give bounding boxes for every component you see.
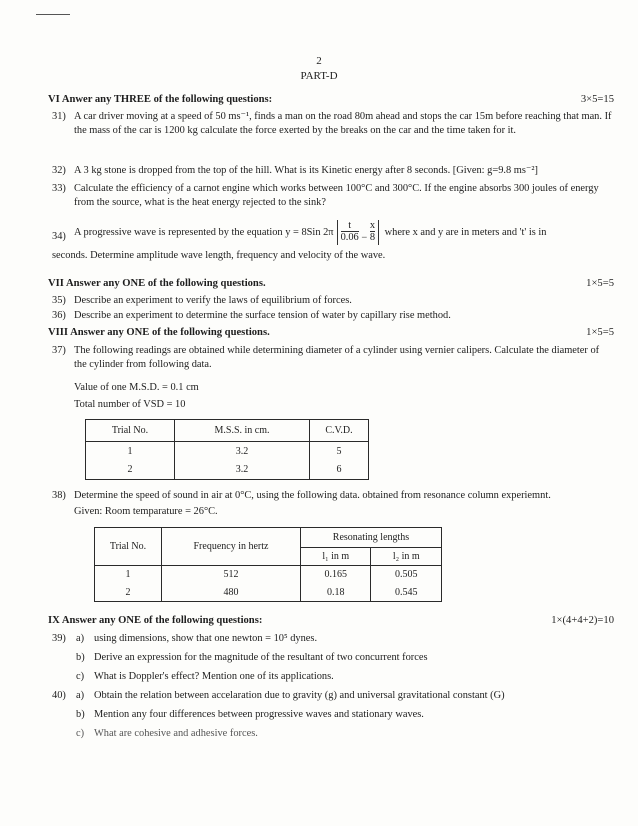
cell-trial: 2 — [95, 584, 162, 602]
section-viii-header — [48, 326, 614, 340]
cell-mss: 3.2 — [175, 442, 310, 461]
sub-label: b) — [76, 652, 85, 663]
sub-label: a) — [76, 633, 85, 644]
question-text: A 3 kg stone is dropped from the top of the hill. What is its Kinetic energy after 8 seconds. [Given: g=9.8 ms⁻²] — [74, 165, 538, 176]
top-rule — [36, 14, 70, 15]
room-temperature: Given: Room temparature = 26°C. — [74, 506, 218, 517]
question-text: The following readings are obtained while determining diameter of a cylinder using vernier calipers. Calculate the diameter of the cylinder from following data. — [74, 345, 600, 370]
col-header-resonating-lengths: Resonating lengths — [301, 528, 442, 548]
sub-text: Mention any four differences between progressive waves and stationary waves. — [94, 709, 424, 720]
question-number: 34) — [52, 231, 66, 242]
section-vii-header — [48, 277, 614, 291]
col-header-trial: Trial No. — [95, 528, 162, 566]
page-number: 2 — [316, 55, 322, 67]
table-header-row — [86, 420, 369, 442]
sub-text: What are cohesive and adhesive forces. — [94, 728, 258, 739]
question-number: 35) — [52, 295, 66, 306]
frac-numerator-x: x — [369, 220, 376, 231]
question-40c — [76, 727, 614, 741]
question-38 — [52, 489, 614, 503]
sub-label: c) — [76, 728, 85, 739]
section-marks: 1×5=5 — [586, 278, 614, 289]
table-row — [95, 584, 442, 602]
sub-label: b) — [76, 709, 85, 720]
section-ix-header — [48, 614, 614, 628]
section-title: VII Answer any ONE of the following questions. — [48, 278, 266, 289]
col-header-l2: l₂ in m — [371, 548, 442, 566]
section-title: IX Answer any ONE of the following questions: — [48, 615, 263, 626]
cell-l1: 0.18 — [301, 584, 371, 602]
cell-trial: 1 — [95, 566, 162, 584]
table-row — [86, 442, 369, 461]
question-number: 39) — [52, 633, 66, 644]
cell-mss: 3.2 — [175, 461, 310, 480]
col-header-cvd: C.V.D. — [310, 420, 369, 442]
question-40a — [76, 689, 614, 703]
question-continuation: seconds. Determine amplitude wave length, frequency and velocity of the wave. — [52, 249, 386, 261]
sub-text: Obtain the relation between accelaration due to gravity (g) and universal gravitational constant (G) — [94, 690, 505, 701]
col-header-trial: Trial No. — [86, 420, 175, 442]
question-text: Describe an experiment to verify the laws of equilibrium of forces. — [74, 295, 352, 306]
question-text — [74, 220, 614, 245]
question-31 — [52, 110, 614, 137]
question-text: A car driver moving at a speed of 50 ms⁻¹, finds a man on the road 80m ahead and stops the car 15m before reaching that man. If the mass of the car is 1200 kg calculate the force exerted by the breaks on the car and the time taken for it. — [74, 111, 612, 136]
vsd-count: Total number of VSD = 10 — [74, 399, 186, 410]
col-header-l1: l₁ in m — [301, 548, 371, 566]
frac-denominator-period: 0.06 — [340, 232, 359, 244]
section-title: VIII Answer any ONE of the following questions. — [48, 327, 270, 338]
table-row — [86, 461, 369, 480]
vernier-readings-table — [85, 419, 369, 480]
table-row — [95, 566, 442, 584]
section-marks: 1×(4+4+2)=10 — [551, 615, 614, 626]
question-39c — [76, 670, 614, 684]
equation-bracket: $\frac{t}{0.06}$ − $\frac{x}{8}$ — [337, 220, 379, 245]
col-header-frequency: Frequency in hertz — [162, 528, 301, 566]
cell-trial: 2 — [86, 461, 175, 480]
question-40b — [76, 708, 614, 722]
cell-frequency: 480 — [162, 584, 301, 602]
section-marks: 3×5=15 — [580, 94, 614, 105]
section-vi-header — [48, 93, 614, 107]
part-title: PART-D — [300, 70, 338, 82]
question-number: 31) — [52, 111, 66, 122]
equation-suffix: where x and y are in meters and 't' is in — [384, 226, 547, 238]
cell-l2: 0.545 — [371, 584, 442, 602]
question-number: 33) — [52, 183, 66, 194]
question-number: 38) — [52, 490, 66, 501]
table-header-row — [95, 528, 442, 548]
sub-text: using dimensions, show that one newton = 10⁵ dynes. — [94, 633, 318, 644]
cell-trial: 1 — [86, 442, 175, 461]
frac-numerator-t: t — [341, 220, 359, 232]
question-text: Describe an experiment to determine the surface tension of water by capillary rise method. — [74, 310, 451, 321]
cell-l1: 0.165 — [301, 566, 371, 584]
sub-text: Derive an expression for the magnitude of the resultant of two concurrent forces — [94, 652, 428, 663]
section-marks: 1×5=5 — [586, 327, 614, 338]
question-39a — [76, 632, 614, 646]
question-39b — [76, 651, 614, 665]
question-37 — [52, 344, 614, 371]
question-text: Calculate the efficiency of a carnot engine which works between 100°C and 300°C. If the engine absorbs 300 joules of energy from the source, what is the heat energy rejected to the sink? — [74, 183, 599, 208]
question-36 — [52, 309, 614, 323]
question-number: 32) — [52, 165, 66, 176]
question-number: 36) — [52, 310, 66, 321]
question-35 — [52, 294, 614, 308]
sub-text: What is Doppler's effect? Mention one of its applications. — [94, 671, 334, 682]
question-32 — [52, 164, 614, 178]
resonance-table — [94, 527, 442, 602]
section-title: VI Anwer any THREE of the following questions: — [48, 94, 273, 105]
cell-l2: 0.505 — [371, 566, 442, 584]
sub-label: a) — [76, 690, 85, 701]
frac-denominator-wavelength: 8 — [369, 232, 376, 244]
msd-value: Value of one M.S.D. = 0.1 cm — [74, 382, 199, 393]
question-34 — [52, 220, 614, 262]
col-header-mss: M.S.S. in cm. — [175, 420, 310, 442]
cell-frequency: 512 — [162, 566, 301, 584]
cell-cvd: 6 — [310, 461, 369, 480]
sub-label: c) — [76, 671, 85, 682]
equation-prefix: A progressive wave is represented by the equation y = 8Sin 2π — [74, 226, 334, 238]
question-number: 40) — [52, 690, 66, 701]
question-number: 37) — [52, 345, 66, 356]
question-33 — [52, 182, 614, 209]
cell-cvd: 5 — [310, 442, 369, 461]
question-text: Determine the speed of sound in air at 0°C, using the following data. obtained from resonance column experiemnt. — [74, 490, 551, 501]
